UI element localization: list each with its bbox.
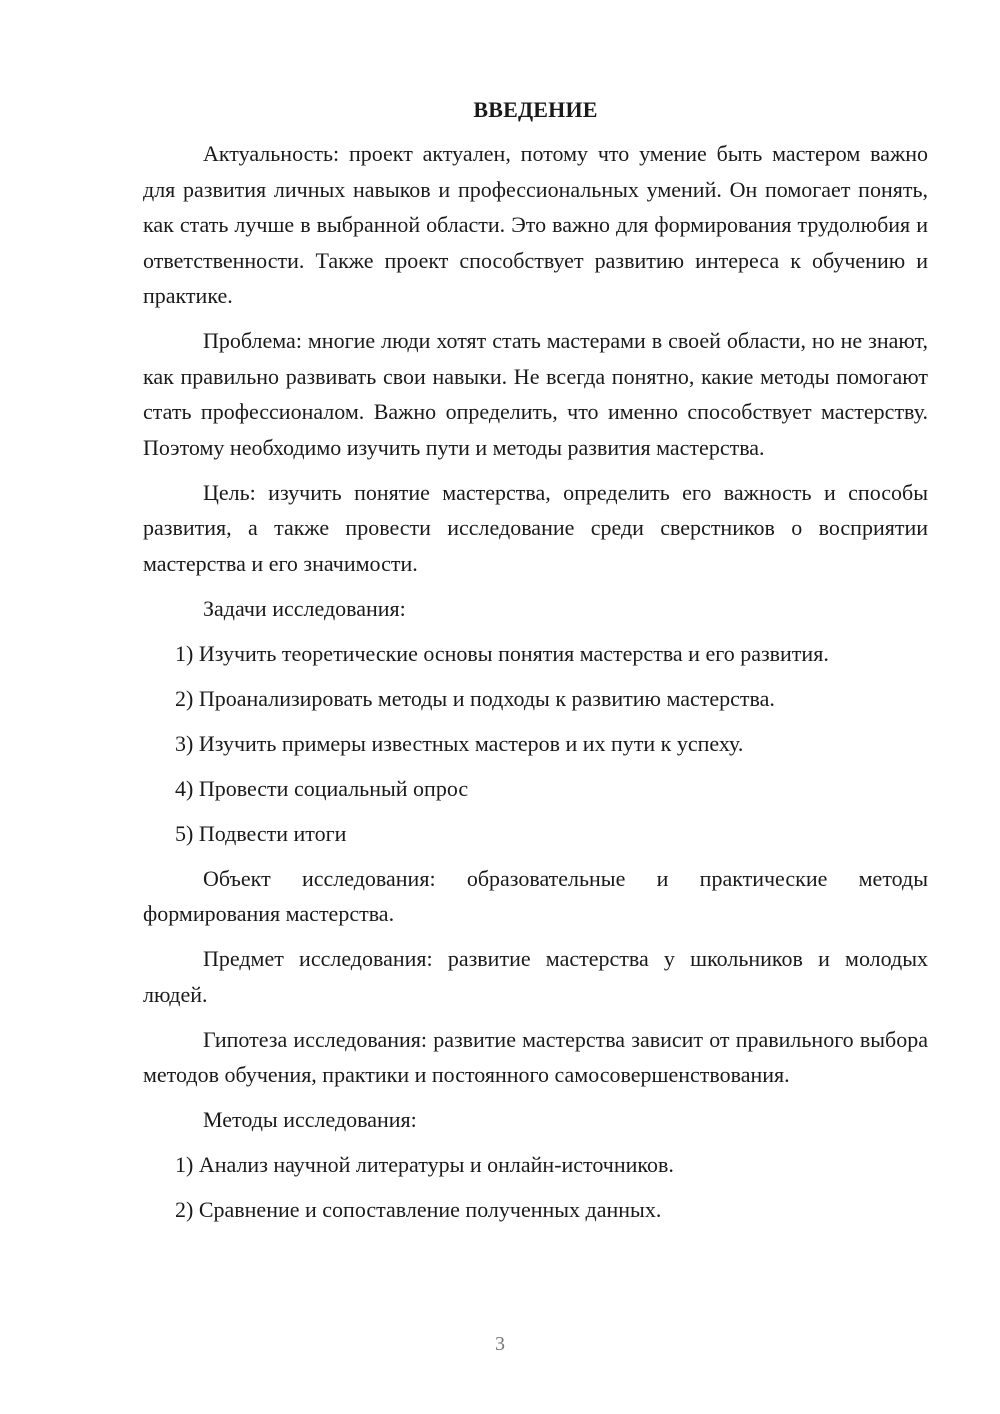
list-item: 1) Изучить теоретические основы понятия мастерства и его развития. (175, 640, 829, 666)
section-heading: ВВЕДЕНИЕ (473, 97, 598, 122)
methods-list (143, 1147, 928, 1228)
document-page (143, 92, 928, 1237)
goal-paragraph: Цель: изучить понятие мастерства, определить его важность и способы развития, а также провести исследование среди сверстников о восприятии мастерства и его значимости. (143, 479, 928, 576)
list-item: 5) Подвести итоги (175, 820, 347, 846)
tasks-list (143, 636, 928, 852)
list-item: 4) Провести социальный опрос (175, 775, 469, 801)
list-item: 2) Сравнение и сопоставление полученных данных. (175, 1197, 662, 1222)
page-number: 3 (495, 1333, 505, 1355)
subject-paragraph: Предмет исследования: развитие мастерства у школьников и молодых людей. (143, 946, 928, 1007)
list-item: 1) Анализ научной литературы и онлайн-источников. (175, 1152, 674, 1177)
list-item: 3) Изучить примеры известных мастеров и их пути к успеху. (175, 730, 744, 756)
list-item: 2) Проанализировать методы и подходы к развитию мастерства. (175, 685, 775, 711)
hypothesis-paragraph: Гипотеза исследования: развитие мастерства зависит от правильного выбора методов обучения, практики и постоянного самосовершенствования. (143, 1026, 928, 1087)
object-paragraph: Объект исследования: образовательные и практические методы формирования мастерства. (143, 865, 928, 926)
methods-title: Методы исследования: (203, 1107, 417, 1132)
problem-paragraph: Проблема: многие люди хотят стать мастерами в своей области, но не знают, как правильно развивать свои навыки. Не всегда понятно, какие методы помогают стать профессионалом. Важно определить, что именно способствует мастерству. Поэтому необходимо изучить пути и методы развития мастерства. (143, 328, 928, 460)
tasks-title: Задачи исследования: (203, 595, 406, 621)
relevance-paragraph: Актуальность: проект актуален, потому что умение быть мастером важно для развития личных навыков и профессиональных умений. Он помогает понять, как стать лучше в выбранной области. Это важно для формирования трудолюбия и ответственности. Также проект способствует развитию интереса к обучению и практике. (143, 141, 928, 308)
